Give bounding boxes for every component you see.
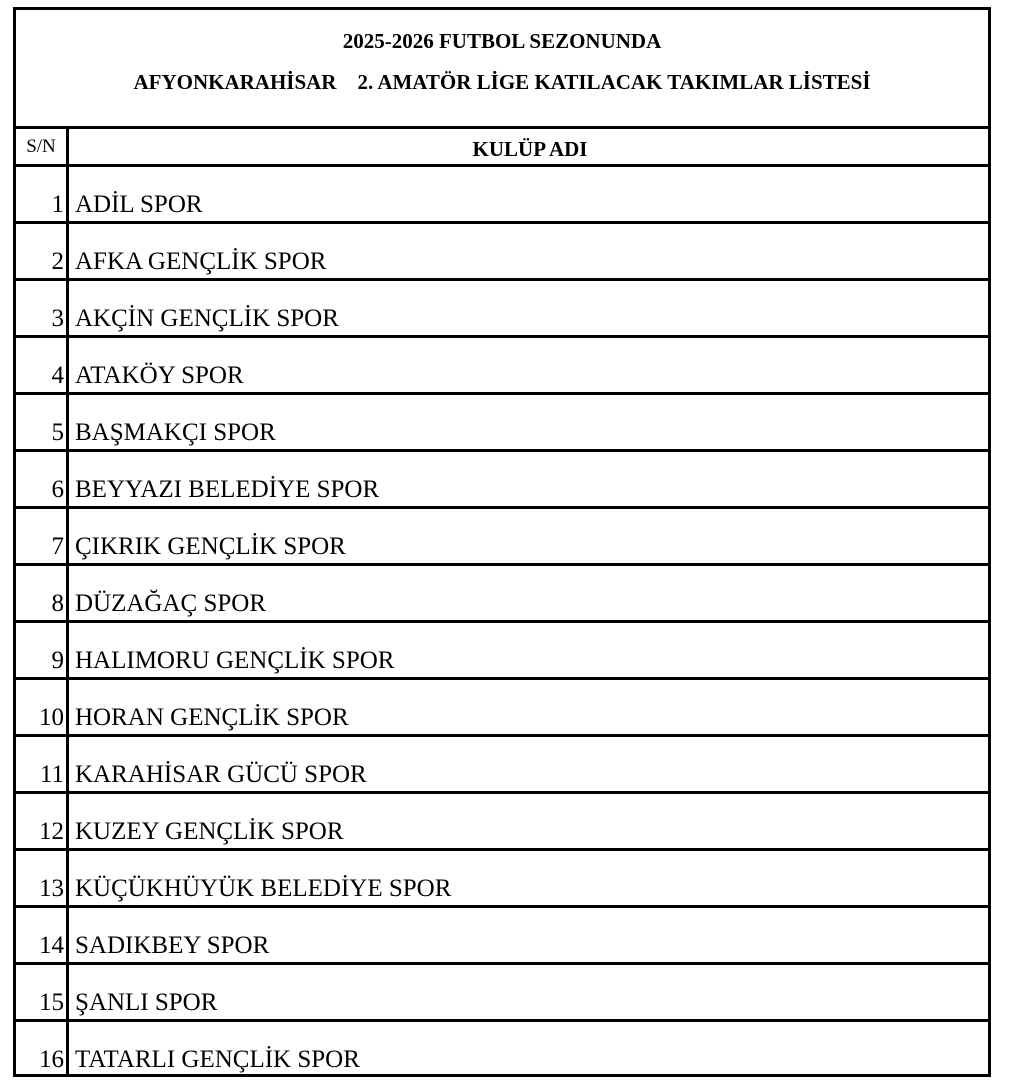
row-club-name: KUZEY GENÇLİK SPOR: [75, 818, 344, 845]
row-club-name: AKÇİN GENÇLİK SPOR: [75, 305, 339, 332]
document-title: 2025-2026 FUTBOL SEZONUNDA: [342, 29, 662, 53]
table-row: [16, 737, 988, 794]
table-row: [16, 908, 988, 965]
row-club-name: HALIMORU GENÇLİK SPOR: [75, 647, 395, 674]
table-row: [16, 395, 988, 452]
row-sn: 3: [16, 281, 69, 335]
row-sn: 2: [16, 224, 69, 278]
row-sn: 11: [16, 737, 69, 791]
row-sn: 15: [16, 965, 69, 1019]
table-row: [16, 224, 988, 281]
row-club-name: TATARLI GENÇLİK SPOR: [75, 1046, 360, 1073]
row-club-name: KÜÇÜKHÜYÜK BELEDİYE SPOR: [75, 875, 452, 902]
row-club-name: SADIKBEY SPOR: [75, 932, 270, 959]
table-row: [16, 338, 988, 395]
row-sn: 14: [16, 908, 69, 962]
row-club-name: BAŞMAKÇI SPOR: [75, 419, 276, 446]
header-club-name: KULÜP ADI: [472, 137, 588, 161]
row-sn: 9: [16, 623, 69, 677]
row-sn: 12: [16, 794, 69, 848]
table-row: [16, 167, 988, 224]
table-row: [16, 851, 988, 908]
row-sn: 8: [16, 566, 69, 620]
table-row: [16, 623, 988, 680]
table-row: [16, 1022, 988, 1076]
table-row: [16, 452, 988, 509]
row-sn: 10: [16, 680, 69, 734]
document-subtitle: AFYONKARAHİSAR 2. AMATÖR LİGE KATILACAK TAKIMLAR LİSTESİ: [133, 70, 871, 94]
table-row: [16, 509, 988, 566]
table-row: [16, 965, 988, 1022]
title-block: [16, 10, 988, 129]
table-body: [16, 167, 988, 1076]
table-row: [16, 281, 988, 338]
table-row: [16, 680, 988, 737]
row-club-name: ADİL SPOR: [75, 191, 203, 218]
header-sn: S/N: [16, 129, 69, 164]
row-club-name: ŞANLI SPOR: [75, 989, 218, 1016]
row-sn: 6: [16, 452, 69, 506]
row-club-name: AFKA GENÇLİK SPOR: [75, 248, 327, 275]
row-club-name: BEYYAZI BELEDİYE SPOR: [75, 476, 380, 503]
row-club-name: ATAKÖY SPOR: [75, 362, 244, 389]
row-sn: 7: [16, 509, 69, 563]
row-sn: 4: [16, 338, 69, 392]
row-sn: 16: [16, 1022, 69, 1076]
row-club-name: HORAN GENÇLİK SPOR: [75, 704, 349, 731]
row-sn: 5: [16, 395, 69, 449]
table-row: [16, 794, 988, 851]
table-header-row: [16, 129, 988, 167]
row-club-name: ÇIKRIK GENÇLİK SPOR: [75, 533, 346, 560]
row-sn: 1: [16, 167, 69, 221]
row-club-name: KARAHİSAR GÜCÜ SPOR: [75, 761, 367, 788]
row-sn: 13: [16, 851, 69, 905]
club-list-sheet: [13, 7, 991, 1077]
table-row: [16, 566, 988, 623]
row-club-name: DÜZAĞAÇ SPOR: [75, 590, 267, 617]
